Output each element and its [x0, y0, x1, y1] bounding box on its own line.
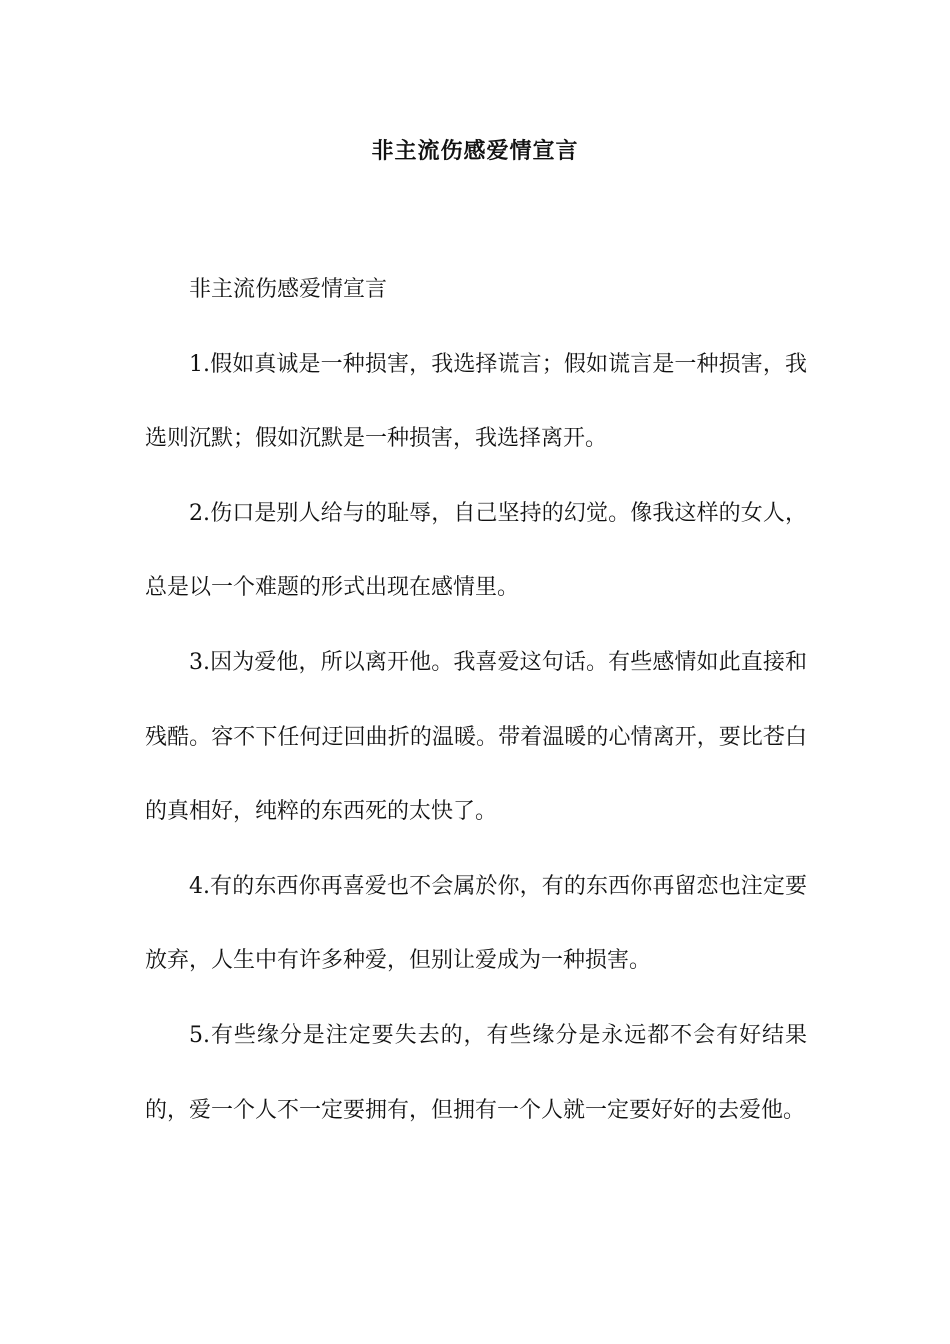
paragraph-1: 1.假如真诚是一种损害，我选择谎言；假如谎言是一种损害，我选则沉默；假如沉默是一种损害，我选择离开。 — [145, 351, 807, 452]
document-body — [145, 253, 807, 1148]
document-title: 非主流伤感爱情宣言 — [371, 138, 579, 164]
paragraph-4: 4.有的东西你再喜爱也不会属於你，有的东西你再留恋也注定要放弃，人生中有许多种爱，但别让爱成为一种损害。 — [145, 873, 807, 974]
paragraph-3: 3.因为爱他，所以离开他。我喜爱这句话。有些感情如此直接和残酷。容不下任何迂回曲折的温暖。带着温暖的心情离开，要比苍白的真相好，纯粹的东西死的太快了。 — [145, 649, 807, 825]
paragraph-heading: 非主流伤感爱情宣言 — [189, 277, 388, 302]
paragraph-5: 5.有些缘分是注定要失去的，有些缘分是永远都不会有好结果的，爱一个人不一定要拥有，但拥有一个人就一定要好好的去爱他。 — [145, 1022, 807, 1123]
paragraph-2: 2.伤口是别人给与的耻辱，自己坚持的幻觉。像我这样的女人，总是以一个难题的形式出现在感情里。 — [145, 500, 807, 601]
